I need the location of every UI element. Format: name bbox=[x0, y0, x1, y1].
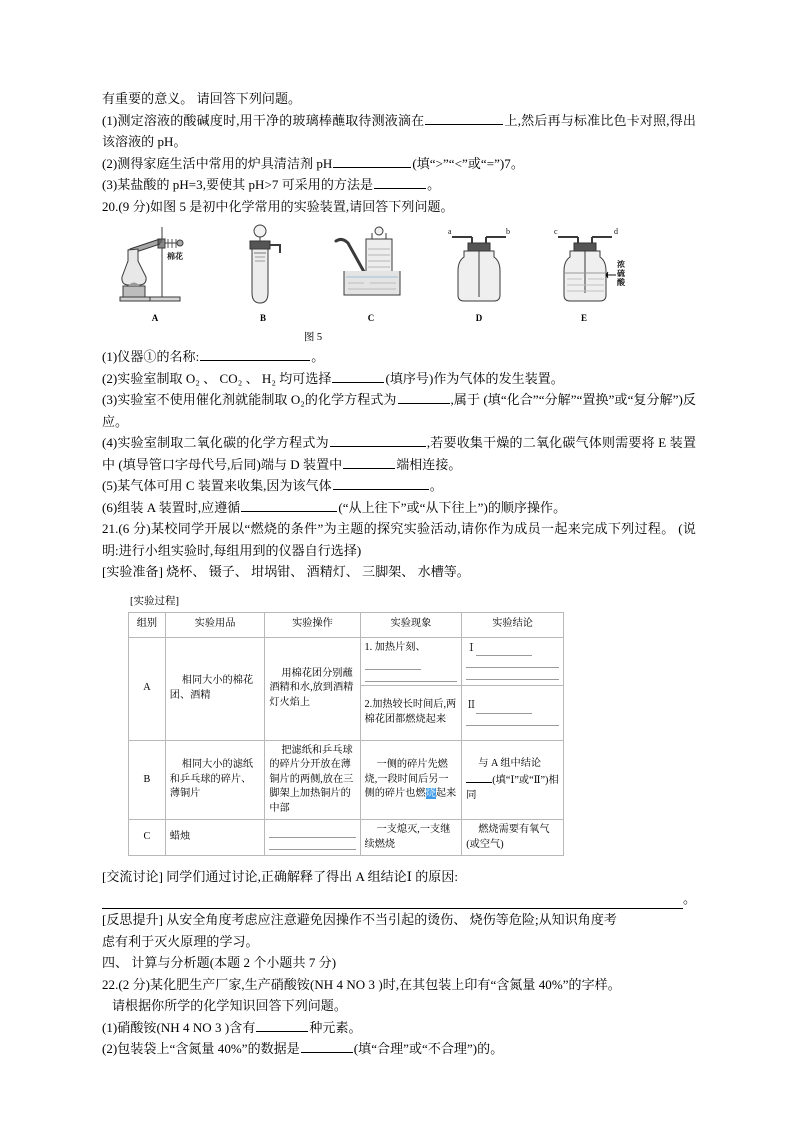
q20-item-5 bbox=[102, 475, 696, 497]
q21-reflection-a: [反思提升] 从安全角度考虑应注意避免因操作不当引起的烫伤、 烧伤等危险;从知识角度考 bbox=[102, 912, 617, 927]
table-row bbox=[129, 820, 564, 856]
column-header-conclusion: 实验结论 bbox=[462, 612, 564, 637]
test-tube-icon bbox=[226, 223, 300, 309]
answer-blank[interactable] bbox=[365, 670, 458, 682]
question-20-stem: 20.(9 分)如图 5 是初中化学常用的实验装置,请回答下列问题。 bbox=[102, 198, 454, 214]
answer-blank[interactable] bbox=[365, 658, 421, 670]
row-c-items: 蜡烛 bbox=[165, 820, 265, 856]
row-a-phenomenon-1 bbox=[360, 637, 462, 685]
q22-item-1-text-a: (1)硝酸铵(NH 4 NO 3 )含有 bbox=[102, 1019, 256, 1035]
q22-item-1 bbox=[102, 1017, 696, 1039]
row-b-group: B bbox=[129, 740, 166, 820]
q20-item-3-text-a: (3)实验室不使用催化剂就能制取 O₂的化学方程式为 bbox=[102, 392, 397, 407]
apparatus-e-port-d: d bbox=[614, 227, 618, 236]
row-c-phenomenon: 一支熄灭,一支继续燃烧 bbox=[360, 820, 462, 856]
apparatus-a bbox=[118, 223, 192, 323]
apparatus-c-label: C bbox=[367, 313, 375, 323]
apparatus-a-label: A bbox=[151, 313, 159, 323]
q21-discussion-period: 。 bbox=[682, 890, 696, 906]
answer-blank[interactable] bbox=[466, 771, 492, 783]
q21-discussion-answer-line bbox=[102, 888, 696, 910]
answer-blank[interactable] bbox=[269, 838, 355, 850]
q20-item-2 bbox=[102, 368, 696, 390]
heating-flask-with-cotton-icon bbox=[118, 223, 192, 309]
experiment-process-label: [实验过程] bbox=[130, 595, 179, 607]
row-a-operation: 用棉花团分别蘸酒精和水,放到酒精灯火焰上 bbox=[265, 637, 360, 740]
row-b-conclusion bbox=[462, 740, 564, 820]
apparatus-e-port-c: c bbox=[554, 227, 558, 236]
question-21-stem: 21.(6 分)某校同学开展以“燃烧的条件”为主题的探究实验活动,请你作为成员一起来完成下列过程。 (说明:进行小组实验时,每组用到的仪器自行选择) bbox=[102, 521, 696, 558]
row-c-conclusion: 燃烧需要有氧气(或空气) bbox=[462, 820, 564, 856]
q20-item-1 bbox=[102, 346, 696, 368]
table-header-row bbox=[129, 612, 564, 637]
q20-item-6 bbox=[102, 497, 696, 519]
row-b-conclusion-b: (填“Ⅰ”或“Ⅱ”)相同 bbox=[466, 775, 559, 801]
column-header-items: 实验用品 bbox=[165, 612, 265, 637]
apparatus-row bbox=[118, 223, 696, 323]
question-22-stem-a: 22.(2 分)某化肥生产厂家,生产硝酸铵(NH 4 NO 3 )时,在其包装上印有“含氮量 40%”的字样。 bbox=[102, 976, 621, 992]
q20-item-1-text-b: 。 bbox=[311, 349, 325, 364]
answer-blank[interactable] bbox=[330, 433, 426, 447]
q20-item-3 bbox=[102, 389, 696, 432]
intro-question-1 bbox=[102, 110, 696, 153]
apparatus-d bbox=[442, 223, 516, 323]
q20-item-2-text-a: (2)实验室制取 O₂ 、 CO₂ 、 H₂ 均可选择 bbox=[102, 370, 332, 386]
q20-item-4 bbox=[102, 432, 696, 475]
svg-text:硫: 硫 bbox=[617, 269, 625, 278]
row-b-phenomenon-post: 起来 bbox=[435, 788, 457, 799]
column-header-group: 组别 bbox=[129, 612, 166, 637]
answer-blank[interactable] bbox=[466, 714, 559, 726]
row-b-conclusion-a: 与 A 组中结论 bbox=[478, 757, 542, 769]
section-4-title: 四、 计算与分析题(本题 2 个小题共 7 分) bbox=[102, 955, 337, 970]
question-21-prep: [实验准备] 烧杯、 镊子、 坩埚钳、 酒精灯、 三脚架、 水槽等。 bbox=[102, 564, 470, 579]
answer-blank[interactable] bbox=[269, 826, 355, 838]
row-a-conclusion-2 bbox=[462, 685, 564, 740]
q20-item-6-text-b: (“从上往下”或“从下往上”)的顺序操作。 bbox=[338, 499, 567, 515]
intro-q3-text-a: (3)某盐酸的 pH=3,要使其 pH>7 可采用的方法是 bbox=[102, 177, 374, 192]
q22-item-2-text-b: (填“合理”或“不合理”)的。 bbox=[353, 1041, 504, 1056]
row-a-group: A bbox=[129, 637, 166, 740]
intro-q2-text-b: (填“>”“<”或“=”)7。 bbox=[412, 155, 524, 171]
row-c-operation bbox=[265, 820, 360, 856]
row-c-group: C bbox=[129, 820, 166, 856]
apparatus-a-annotation: 棉花 bbox=[167, 252, 183, 261]
q21-discussion: [交流讨论] 同学们通过讨论,正确解释了得出 A 组结论Ⅰ 的原因: bbox=[102, 869, 459, 884]
gas-washing-bottle-empty-icon bbox=[442, 223, 516, 309]
answer-blank[interactable] bbox=[374, 175, 426, 189]
answer-blank[interactable] bbox=[332, 369, 384, 383]
q22-item-2 bbox=[102, 1038, 696, 1060]
q20-item-5-text-b: 。 bbox=[429, 478, 443, 493]
row-a-phenomenon-2: 2.加热较长时间后,两棉花团都燃烧起来 bbox=[360, 685, 462, 740]
answer-blank[interactable] bbox=[333, 476, 429, 490]
q21-reflection-b: 虑有利于灭火原理的学习。 bbox=[102, 933, 259, 949]
column-header-operation: 实验操作 bbox=[265, 612, 360, 637]
row-a-conclusion-2-marker: Ⅱ bbox=[466, 700, 477, 712]
answer-blank[interactable] bbox=[343, 455, 395, 469]
q20-item-2-text-b: (填序号)作为气体的发生装置。 bbox=[385, 370, 564, 386]
svg-text:浓: 浓 bbox=[617, 260, 625, 269]
water-trough-gas-collection-icon bbox=[334, 223, 408, 309]
apparatus-b bbox=[226, 223, 300, 323]
figure-5 bbox=[102, 223, 696, 344]
answer-blank[interactable] bbox=[466, 668, 559, 680]
answer-blank[interactable] bbox=[256, 1018, 308, 1032]
q22-item-2-text-a: (2)包装袋上“含氮量 40%”的数据是 bbox=[102, 1041, 300, 1056]
row-a-items: 相同大小的棉花团、酒精 bbox=[165, 637, 265, 740]
answer-blank[interactable] bbox=[425, 111, 503, 125]
apparatus-d-port-a: a bbox=[448, 227, 452, 236]
q20-item-4-text-a: (4)实验室制取二氧化碳的化学方程式为 bbox=[102, 435, 329, 450]
q20-item-1-text-a: (1)仪器①的名称: bbox=[102, 349, 200, 364]
answer-blank[interactable] bbox=[398, 390, 450, 404]
apparatus-d-label: D bbox=[475, 313, 483, 323]
apparatus-e-label: E bbox=[580, 313, 587, 323]
svg-text:酸: 酸 bbox=[617, 278, 625, 287]
column-header-phenomenon: 实验现象 bbox=[360, 612, 462, 637]
row-b-items: 相同大小的滤纸和乒乓球的碎片、薄铜片 bbox=[165, 740, 265, 820]
intro-q1-text-b: 上,然后再与标准比色卡对照,得出该溶液的 pH。 bbox=[102, 112, 696, 149]
answer-blank[interactable] bbox=[333, 154, 411, 168]
intro-question-3 bbox=[102, 174, 696, 196]
row-b-phenomenon bbox=[360, 740, 462, 820]
intro-q1-text-a: (1)测定溶液的酸碱度时,用干净的玻璃棒蘸取待测液滴在 bbox=[102, 112, 425, 128]
table-row bbox=[129, 740, 564, 820]
row-b-phenomenon-pre: 一侧的碎片先燃烧,一段时间后另一侧的碎片也燃 bbox=[364, 759, 449, 799]
q20-item-6-text-a: (6)组装 A 装置时,应遵循 bbox=[102, 499, 241, 515]
apparatus-b-label: B bbox=[259, 313, 266, 323]
answer-blank[interactable] bbox=[466, 656, 559, 668]
q20-item-4-text-b: ,若要收集干燥的二氧化碳气体则需要将 E 装置中 (填导管口字母代号,后同)端与 D 装置中 bbox=[102, 435, 697, 472]
intro-q3-text-b: 。 bbox=[427, 177, 441, 192]
q22-item-1-text-b: 种元素。 bbox=[309, 1019, 362, 1035]
q20-item-5-text-a: (5)某气体可用 C 装置来收集,因为该气体 bbox=[102, 478, 332, 493]
row-b-operation: 把滤纸和乒乓球的碎片分开放在薄铜片的两侧,放在三脚架上加热铜片的中部 bbox=[265, 740, 360, 820]
table-row bbox=[129, 637, 564, 685]
experiment-table bbox=[128, 612, 564, 857]
answer-blank[interactable] bbox=[200, 347, 310, 361]
answer-blank[interactable] bbox=[476, 702, 532, 714]
answer-blank[interactable] bbox=[102, 894, 683, 909]
q20-item-3-text-b: ,属于 (填“化合”“分解”“置换”或“复分解”)反应。 bbox=[102, 392, 696, 429]
answer-blank[interactable] bbox=[241, 498, 337, 512]
figure-5-caption: 图 5 bbox=[303, 332, 323, 343]
intro-q2-text-a: (2)测得家庭生活中常用的炉具清洁剂 pH bbox=[102, 155, 333, 171]
answer-blank[interactable] bbox=[301, 1039, 353, 1053]
selected-text-highlight[interactable]: 烧 bbox=[425, 788, 436, 799]
intro-question-2 bbox=[102, 153, 696, 175]
gas-washing-bottle-sulfuric-acid-icon bbox=[550, 223, 634, 309]
apparatus-e bbox=[550, 223, 634, 323]
q20-item-4-text-c: 端相连接。 bbox=[396, 456, 462, 472]
question-22-stem-b: 请根据你所学的化学知识回答下列问题。 bbox=[112, 998, 347, 1013]
row-a-conclusion-1-marker: Ⅰ bbox=[466, 642, 477, 654]
apparatus-d-port-b: b bbox=[506, 227, 510, 236]
row-a-conclusion-1 bbox=[462, 637, 564, 685]
answer-blank[interactable] bbox=[476, 644, 532, 656]
intro-line: 有重要的意义。 请回答下列问题。 bbox=[102, 91, 302, 106]
apparatus-c bbox=[334, 223, 408, 323]
row-a-phenomenon-1-text: 1. 加热片刻、 bbox=[364, 641, 426, 653]
